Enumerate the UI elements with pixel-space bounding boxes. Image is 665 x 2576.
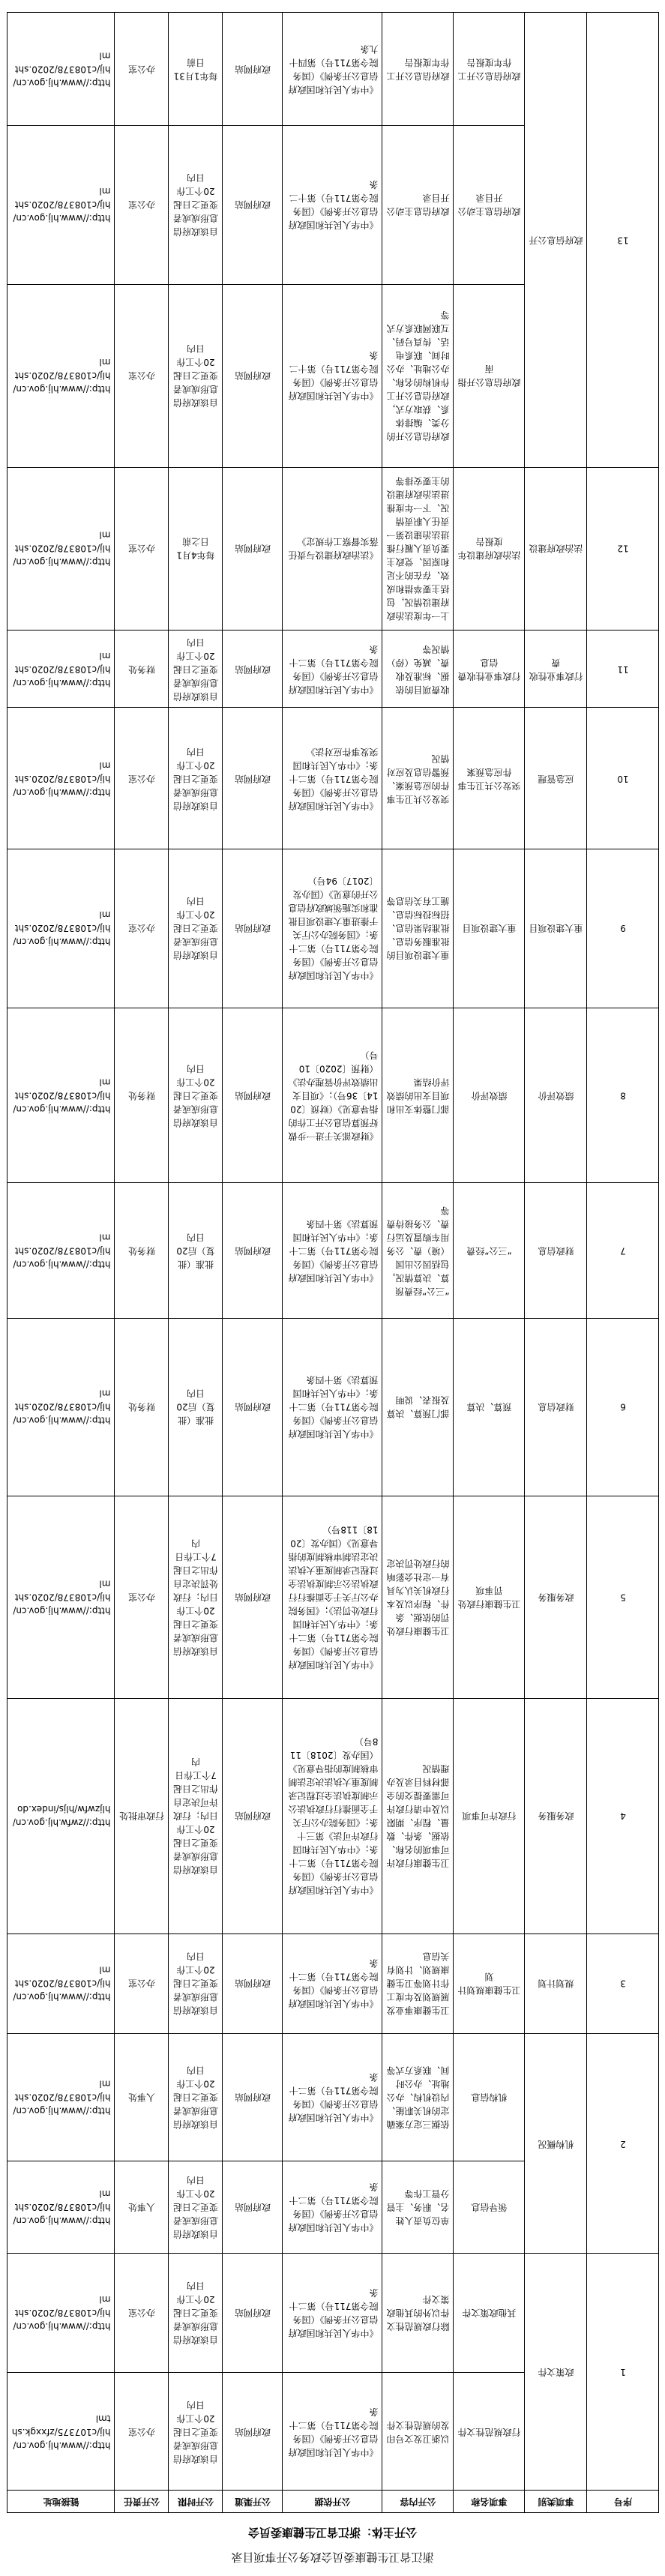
table-row	[7, 631, 659, 708]
column-header: 公开渠道	[223, 2491, 283, 2513]
item-name-cell: 行政许可事项	[454, 1698, 525, 1933]
duty-cell: 财务处	[115, 1318, 169, 1496]
link-cell[interactable]: http://www.hlj.gov.cn/hlj/c108378/2020.shtml	[7, 849, 115, 1008]
page-subtitle: 公开主体：浙江省卫生健康委员会	[248, 2526, 418, 2539]
link-cell[interactable]: http://zwfw.hlj.gov.cn/hljzwfw/hljs/index.do	[7, 1698, 115, 1933]
item-name-cell: 行政规范性文件	[454, 2373, 525, 2491]
column-header: 公开时限	[169, 2491, 223, 2513]
content-cell: 部门预算、决算及报表、说明	[382, 1318, 454, 1496]
table-row	[7, 1496, 659, 1698]
content-cell: 单位负责人姓名、职务、主管分管工作等	[382, 2161, 454, 2254]
column-header: 公开内容	[382, 2491, 454, 2513]
link-cell[interactable]: http://www.hlj.gov.cn/hlj/c108378/2020.shtml	[7, 1496, 115, 1698]
channel-cell: 政府网站	[223, 2373, 283, 2491]
basis-cell: 《中华人民共和国政府信息公开条例》（国务院令第711号）第二十条；《中华人民共和国突发事件应对法》	[283, 708, 382, 849]
content-cell: 依据三定方案确定的机关职能、内设机构、办公地址、办公时间、联系方式等	[382, 2034, 454, 2161]
column-header: 序号	[587, 2491, 659, 2513]
duty-cell: 人事处	[115, 2161, 169, 2254]
category-cell: 政务服务	[525, 1698, 587, 1933]
category-cell: 政务服务	[525, 1496, 587, 1698]
duty-cell: 办公室	[115, 1933, 169, 2034]
channel-cell: 政府网站	[223, 2254, 283, 2373]
duty-cell: 办公室	[115, 1496, 169, 1698]
time-cell: 自该政府信息形成或者变更之日起20个工作日内	[169, 2161, 223, 2254]
channel-cell: 政府网站	[223, 631, 283, 708]
content-cell: 突发公共卫生事件的应急预案、预警信息及应对情况	[382, 708, 454, 849]
basis-cell: 《中华人民共和国政府信息公开条例》（国务院令第711号）第二十条；《中华人民共和国行政处罚法》；《国务院办公厅关于全面推行行政执法公示制度执法全过程记录制度重大执法决定法制审核制度的指导意见》（国办发〔2018〕118号）	[283, 1496, 382, 1698]
seq-cell: 8	[587, 1008, 659, 1183]
time-cell: 每年1月31日前	[169, 13, 223, 126]
item-name-cell: 突发公共卫生事件应急预案	[454, 708, 525, 849]
column-header: 公开依据	[283, 2491, 382, 2513]
time-cell: 自该政府信息形成或者变更之日起20个工作日内	[169, 2034, 223, 2161]
item-name-cell: 重大建设项目	[454, 849, 525, 1008]
item-name-cell: 政府信息主动公开目录	[454, 125, 525, 284]
catalog-table	[7, 12, 659, 2513]
time-cell: 自该政府信息形成或者变更之日起20个工作日内	[169, 284, 223, 467]
basis-cell: 《中华人民共和国政府信息公开条例》（国务院令第711号）第二十条	[283, 631, 382, 708]
item-name-cell: 预算、决算	[454, 1318, 525, 1496]
column-header: 公开责任	[115, 2491, 169, 2513]
basis-cell: 《中华人民共和国政府信息公开条例》（国务院令第711号）第二十条；《国务院办公厅关于推进重大建设项目批准和实施领域政府信息公开的意见》（国办发〔2017〕94号）	[283, 849, 382, 1008]
channel-cell: 政府网站	[223, 2161, 283, 2254]
time-cell: 每年4月1日之前	[169, 467, 223, 630]
basis-cell: 《中华人民共和国政府信息公开条例》（国务院令第711号）第二十条	[283, 2161, 382, 2254]
seq-cell: 9	[587, 849, 659, 1008]
column-header: 事项类别	[525, 2491, 587, 2513]
content-cell: 重大建设项目的批准服务信息、批准结果信息、招标投标信息、施工有关信息等	[382, 849, 454, 1008]
duty-cell: 人事处	[115, 2034, 169, 2161]
basis-cell: 《财政部关于进一步做好预算信息公开工作的指导意见》（财预〔2014〕36号）；《项目支出绩效评价管理办法》（财预〔2020〕10号）	[283, 1008, 382, 1183]
channel-cell: 政府网站	[223, 708, 283, 849]
content-cell: 上一年度法治政府建设情况，包括主要举措和成效、存在的不足和原因、党政主要负责人履行推进法治建设第一责任人职责情况、下一年度推进法治政府建设的主要安排等	[382, 467, 454, 630]
category-cell: 政策文件	[525, 2254, 587, 2491]
category-cell: 机构概况	[525, 2034, 587, 2254]
channel-cell: 政府网站	[223, 1496, 283, 1698]
channel-cell: 政府网站	[223, 13, 283, 126]
time-cell: 批准（批复）后20日内	[169, 1183, 223, 1318]
page-title: 浙江省卫生健康委员会政务公开事项目录	[231, 2551, 434, 2564]
table-row	[7, 1008, 659, 1183]
link-cell[interactable]: http://www.hlj.gov.cn/hlj/c108378/2020.shtml	[7, 2034, 115, 2161]
duty-cell: 办公室	[115, 13, 169, 126]
table-row	[7, 1183, 659, 1318]
channel-cell: 政府网站	[223, 467, 283, 630]
link-cell[interactable]: http://www.hlj.gov.cn/hlj/c108378/2020.shtml	[7, 1318, 115, 1496]
channel-cell: 政府网站	[223, 1698, 283, 1933]
link-cell[interactable]: http://www.hlj.gov.cn/hlj/c108378/2020.shtml	[7, 2254, 115, 2373]
content-cell: “三公”经费预算、决算情况，包括因公出国（境）费、公务用车购置及运行费、公务接待费等	[382, 1183, 454, 1318]
basis-cell: 《中华人民共和国政府信息公开条例》（国务院令第711号）第二十条；《中华人民共和国预算法》第十四条	[283, 1183, 382, 1318]
link-cell[interactable]: http://www.hlj.gov.cn/hlj/c108378/2020.shtml	[7, 467, 115, 630]
link-cell[interactable]: http://www.hlj.gov.cn/hlj/c107375/zfxxgk.shtml	[7, 2373, 115, 2491]
content-cell: 部门整体支出和项目支出的绩效评价结果	[382, 1008, 454, 1183]
link-cell[interactable]: http://www.hlj.gov.cn/hlj/c108378/2020.shtml	[7, 1933, 115, 2034]
channel-cell: 政府网站	[223, 284, 283, 467]
time-cell: 自该政府信息形成或者变更之日起20个工作日内	[169, 1008, 223, 1183]
duty-cell: 办公室	[115, 849, 169, 1008]
time-cell: 自该政府信息形成或者变更之日起20个工作日内；行政处罚决定自作出之日起7个工作日内	[169, 1496, 223, 1698]
item-name-cell: 政府信息公开指南	[454, 284, 525, 467]
seq-cell: 6	[587, 1318, 659, 1496]
basis-cell: 《中华人民共和国政府信息公开条例》（国务院令第711号）第二十条	[283, 1933, 382, 2034]
item-name-cell: 其他政策文件	[454, 2254, 525, 2373]
duty-cell: 办公室	[115, 708, 169, 849]
channel-cell: 政府网站	[223, 1318, 283, 1496]
time-cell: 自该政府信息形成或者变更之日起20个工作日内	[169, 708, 223, 849]
item-name-cell: 卫生健康规划计划	[454, 1933, 525, 2034]
basis-cell: 《中华人民共和国政府信息公开条例》（国务院令第711号）第二十条	[283, 2254, 382, 2373]
duty-cell: 行政审批处	[115, 1698, 169, 1933]
channel-cell: 政府网站	[223, 1933, 283, 2034]
basis-cell: 《法治政府建设与责任落实督察工作规定》	[283, 467, 382, 630]
content-cell: 卫生健康行政许可事项的名称、依据、条件、数量、程序、期限以及申请行政许可需要提交的全部材料目录及办理情况	[382, 1698, 454, 1933]
channel-cell: 政府网站	[223, 2034, 283, 2161]
link-cell[interactable]: http://www.hlj.gov.cn/hlj/c108378/2020.shtml	[7, 708, 115, 849]
catalog-table-body	[7, 13, 659, 2513]
category-cell: 应急管理	[525, 708, 587, 849]
basis-cell: 《中华人民共和国政府信息公开条例》（国务院令第711号）第二十条；《中华人民共和国预算法》第十四条	[283, 1318, 382, 1496]
content-cell: 政府信息主动公开目录	[382, 125, 454, 284]
item-name-cell: 绩效评价	[454, 1008, 525, 1183]
header-row	[7, 2491, 659, 2513]
duty-cell: 办公室	[115, 2373, 169, 2491]
content-cell: 政府信息公开的分类、编排体系、获取方式，政府信息公开工作机构的名称、办公地址、办公时间、联系电话、传真号码、互联网联系方式等	[382, 284, 454, 467]
column-header: 事项名称	[454, 2491, 525, 2513]
duty-cell: 办公室	[115, 284, 169, 467]
basis-cell: 《中华人民共和国政府信息公开条例》（国务院令第711号）第二十条	[283, 2373, 382, 2491]
column-header: 链接地址	[7, 2491, 115, 2513]
basis-cell: 《中华人民共和国政府信息公开条例》（国务院令第711号）第二十条；《中华人民共和国行政许可法》第三十条；《国务院办公厅关于全面推行行政执法公示制度执法全过程记录制度重大执法决定法制审核制度的指导意见》（国办发〔2018〕118号）	[283, 1698, 382, 1933]
table-row	[7, 1933, 659, 2034]
category-cell: 财政信息	[525, 1318, 587, 1496]
link-cell[interactable]: http://www.hlj.gov.cn/hlj/c108378/2020.shtml	[7, 284, 115, 467]
basis-cell: 《中华人民共和国政府信息公开条例》（国务院令第711号）第四十九条	[283, 13, 382, 126]
time-cell: 自该政府信息形成或者变更之日起20个工作日内	[169, 2373, 223, 2491]
category-cell: 绩效评价	[525, 1008, 587, 1183]
item-name-cell: 机构信息	[454, 2034, 525, 2161]
table-row	[7, 2034, 659, 2161]
category-cell: 重大建设项目	[525, 849, 587, 1008]
item-name-cell: 政府信息公开工作年度报告	[454, 13, 525, 126]
basis-cell: 《中华人民共和国政府信息公开条例》（国务院令第711号）第十二条	[283, 125, 382, 284]
item-name-cell: 法治政府建设年度报告	[454, 467, 525, 630]
content-cell: 收费项目的依据、标准及收费、减免（停）情况等	[382, 631, 454, 708]
link-cell[interactable]: http://www.hlj.gov.cn/hlj/c108378/2020.shtml	[7, 13, 115, 126]
content-cell: 以浙卫发文号印发的规范性文件	[382, 2373, 454, 2491]
duty-cell: 财务处	[115, 1183, 169, 1318]
category-cell: 行政事业性收费	[525, 631, 587, 708]
time-cell: 自该政府信息形成或者变更之日起20个工作日内	[169, 1933, 223, 2034]
content-cell: 政府信息公开工作年度报告	[382, 13, 454, 126]
item-name-cell: 领导信息	[454, 2161, 525, 2254]
category-cell: 财政信息	[525, 1183, 587, 1318]
link-cell[interactable]: http://www.hlj.gov.cn/hlj/c108378/2020.shtml	[7, 631, 115, 708]
item-name-cell: 卫生健康行政处罚事项	[454, 1496, 525, 1698]
time-cell: 自该政府信息形成或者变更之日起20个工作日内	[169, 849, 223, 1008]
table-row	[7, 708, 659, 849]
time-cell: 批准（批复）后20日内	[169, 1318, 223, 1496]
category-cell: 政府信息公开	[525, 13, 587, 468]
basis-cell: 《中华人民共和国政府信息公开条例》（国务院令第711号）第十二条	[283, 284, 382, 467]
category-cell: 法治政府建设	[525, 467, 587, 630]
seq-cell: 2	[587, 2034, 659, 2254]
seq-cell: 11	[587, 631, 659, 708]
seq-cell: 13	[587, 13, 659, 468]
link-cell[interactable]: http://www.hlj.gov.cn/hlj/c108378/2020.shtml	[7, 1008, 115, 1183]
content-cell: 除行政规范性文件以外的其他政策文件	[382, 2254, 454, 2373]
duty-cell: 办公室	[115, 125, 169, 284]
table-row	[7, 467, 659, 630]
seq-cell: 7	[587, 1183, 659, 1318]
table-row	[7, 2254, 659, 2373]
seq-cell: 3	[587, 1933, 659, 2034]
link-cell[interactable]: http://www.hlj.gov.cn/hlj/c108378/2020.shtml	[7, 2161, 115, 2254]
channel-cell: 政府网站	[223, 849, 283, 1008]
duty-cell: 财务处	[115, 631, 169, 708]
seq-cell: 4	[587, 1698, 659, 1933]
item-name-cell: “三公”经费	[454, 1183, 525, 1318]
time-cell: 自该政府信息形成或者变更之日起20个工作日内；行政许可决定自作出之日起7个工作日内	[169, 1698, 223, 1933]
time-cell: 自该政府信息形成或者变更之日起20个工作日内	[169, 2254, 223, 2373]
table-row	[7, 1318, 659, 1496]
time-cell: 自该政府信息形成或者变更之日起20个工作日内	[169, 125, 223, 284]
duty-cell: 财务处	[115, 1008, 169, 1183]
seq-cell: 1	[587, 2254, 659, 2491]
content-cell: 卫生健康行政处罚的依据、条件、程序以及本行政机关认为具有一定社会影响的行政处罚决定	[382, 1496, 454, 1698]
channel-cell: 政府网站	[223, 1183, 283, 1318]
link-cell[interactable]: http://www.hlj.gov.cn/hlj/c108378/2020.shtml	[7, 125, 115, 284]
table-row	[7, 849, 659, 1008]
table-row	[7, 13, 659, 126]
duty-cell: 办公室	[115, 467, 169, 630]
channel-cell: 政府网站	[223, 125, 283, 284]
seq-cell: 10	[587, 708, 659, 849]
item-name-cell: 行政事业性收费信息	[454, 631, 525, 708]
channel-cell: 政府网站	[223, 1008, 283, 1183]
seq-cell: 12	[587, 467, 659, 630]
basis-cell: 《中华人民共和国政府信息公开条例》（国务院令第711号）第二十条	[283, 2034, 382, 2161]
link-cell[interactable]: http://www.hlj.gov.cn/hlj/c108378/2020.shtml	[7, 1183, 115, 1318]
category-cell: 规划计划	[525, 1933, 587, 2034]
duty-cell: 办公室	[115, 2254, 169, 2373]
content-cell: 卫生健康事业发展规划及年度工作计划等卫生健康规划、计划有关信息	[382, 1933, 454, 2034]
seq-cell: 5	[587, 1496, 659, 1698]
time-cell: 自该政府信息形成或者变更之日起20个工作日内	[169, 631, 223, 708]
table-row	[7, 1698, 659, 1933]
